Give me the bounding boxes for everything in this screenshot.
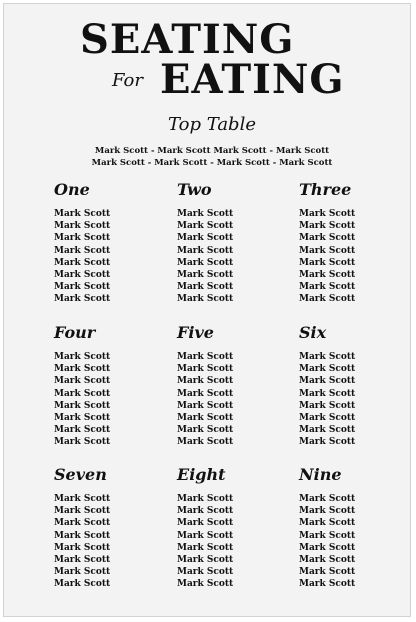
guest-name: Mark Scott — [177, 506, 234, 517]
table-name: Two — [177, 180, 212, 199]
guest-name: Mark Scott — [299, 221, 356, 232]
table-one — [54, 182, 164, 306]
guest-name: Mark Scott — [299, 257, 356, 268]
guest-name: Mark Scott — [54, 270, 111, 281]
table-name: One — [54, 180, 90, 199]
guest-name: Mark Scott — [54, 437, 111, 448]
table-six — [299, 325, 409, 449]
guest-name: Mark Scott — [177, 400, 234, 411]
guest-name: Mark Scott — [299, 542, 356, 553]
guest-name: Mark Scott — [299, 530, 356, 541]
guest-name: Mark Scott — [299, 555, 356, 566]
guest-name: Mark Scott — [177, 542, 234, 553]
guest-name: Mark Scott — [299, 282, 356, 293]
guest-name: Mark Scott — [177, 282, 234, 293]
guest-name: Mark Scott — [299, 352, 356, 362]
guest-name: Mark Scott — [299, 400, 356, 411]
guest-name: Mark Scott — [54, 388, 111, 399]
guest-name: Mark Scott — [299, 425, 356, 436]
table-name: Four — [54, 323, 96, 342]
guest-name: Mark Scott — [299, 579, 356, 590]
guest-name: Mark Scott — [299, 388, 356, 399]
table-four — [54, 325, 164, 449]
guest-name: Mark Scott — [299, 209, 356, 219]
title-for: For — [112, 70, 143, 91]
guest-name: Mark Scott — [54, 294, 111, 305]
guest-name: Mark Scott — [299, 364, 356, 375]
guest-name: Mark Scott — [177, 425, 234, 436]
table-five — [177, 325, 287, 449]
table-name: Nine — [299, 465, 342, 484]
guest-name: Mark Scott — [177, 221, 234, 232]
top-table-names-row-2: Mark Scott - Mark Scott - Mark Scott - Mark Scott — [91, 158, 333, 168]
guest-name: Mark Scott — [299, 376, 356, 387]
table-name: Five — [177, 323, 214, 342]
guest-name: Mark Scott — [54, 245, 111, 256]
guest-name: Mark Scott — [54, 257, 111, 268]
table-seven — [54, 467, 164, 591]
guest-name: Mark Scott — [177, 530, 234, 541]
guest-name: Mark Scott — [299, 413, 356, 424]
guest-name: Mark Scott — [177, 209, 234, 219]
table-name: Eight — [177, 465, 226, 484]
guest-name: Mark Scott — [54, 555, 111, 566]
table-name: Six — [299, 323, 327, 342]
guest-name: Mark Scott — [177, 518, 234, 529]
guest-name: Mark Scott — [177, 437, 234, 448]
guest-name: Mark Scott — [54, 567, 111, 578]
table-eight — [177, 467, 287, 591]
guest-name: Mark Scott — [177, 579, 234, 590]
guest-name: Mark Scott — [54, 233, 111, 244]
top-table-names-row-1: Mark Scott - Mark Scott Mark Scott - Mark Scott — [94, 146, 330, 156]
guest-name: Mark Scott — [54, 425, 111, 436]
guest-name: Mark Scott — [177, 257, 234, 268]
table-name: Seven — [54, 465, 107, 484]
guest-name: Mark Scott — [177, 413, 234, 424]
guest-name: Mark Scott — [54, 413, 111, 424]
guest-name: Mark Scott — [177, 352, 234, 362]
guest-name: Mark Scott — [299, 294, 356, 305]
guest-name: Mark Scott — [177, 567, 234, 578]
guest-name: Mark Scott — [177, 555, 234, 566]
guest-name: Mark Scott — [299, 567, 356, 578]
guest-name: Mark Scott — [54, 376, 111, 387]
guest-name: Mark Scott — [177, 245, 234, 256]
guest-name: Mark Scott — [177, 364, 234, 375]
guest-name: Mark Scott — [54, 282, 111, 293]
guest-name: Mark Scott — [54, 352, 111, 362]
guest-name: Mark Scott — [177, 233, 234, 244]
title-seating: SEATING — [80, 16, 295, 63]
table-name: Three — [299, 180, 352, 199]
guest-name: Mark Scott — [54, 506, 111, 517]
guest-name: Mark Scott — [299, 437, 356, 448]
table-nine — [299, 467, 409, 591]
guest-name: Mark Scott — [54, 400, 111, 411]
guest-name: Mark Scott — [299, 245, 356, 256]
guest-name: Mark Scott — [299, 270, 356, 281]
guest-name: Mark Scott — [299, 494, 356, 504]
guest-name: Mark Scott — [54, 494, 111, 504]
title-eating: EATING — [160, 56, 345, 103]
guest-name: Mark Scott — [54, 542, 111, 553]
guest-name: Mark Scott — [54, 518, 111, 529]
table-two — [177, 182, 287, 306]
guest-name: Mark Scott — [177, 376, 234, 387]
guest-name: Mark Scott — [177, 388, 234, 399]
seating-chart-poster — [3, 3, 411, 617]
table-three — [299, 182, 409, 306]
guest-name: Mark Scott — [177, 270, 234, 281]
guest-name: Mark Scott — [299, 518, 356, 529]
guest-name: Mark Scott — [177, 294, 234, 305]
guest-name: Mark Scott — [54, 209, 111, 219]
guest-name: Mark Scott — [54, 364, 111, 375]
guest-name: Mark Scott — [54, 530, 111, 541]
guest-name: Mark Scott — [54, 579, 111, 590]
top-table-heading: Top Table — [168, 114, 256, 135]
guest-name: Mark Scott — [54, 221, 111, 232]
guest-name: Mark Scott — [299, 506, 356, 517]
guest-name: Mark Scott — [299, 233, 356, 244]
guest-name: Mark Scott — [177, 494, 234, 504]
